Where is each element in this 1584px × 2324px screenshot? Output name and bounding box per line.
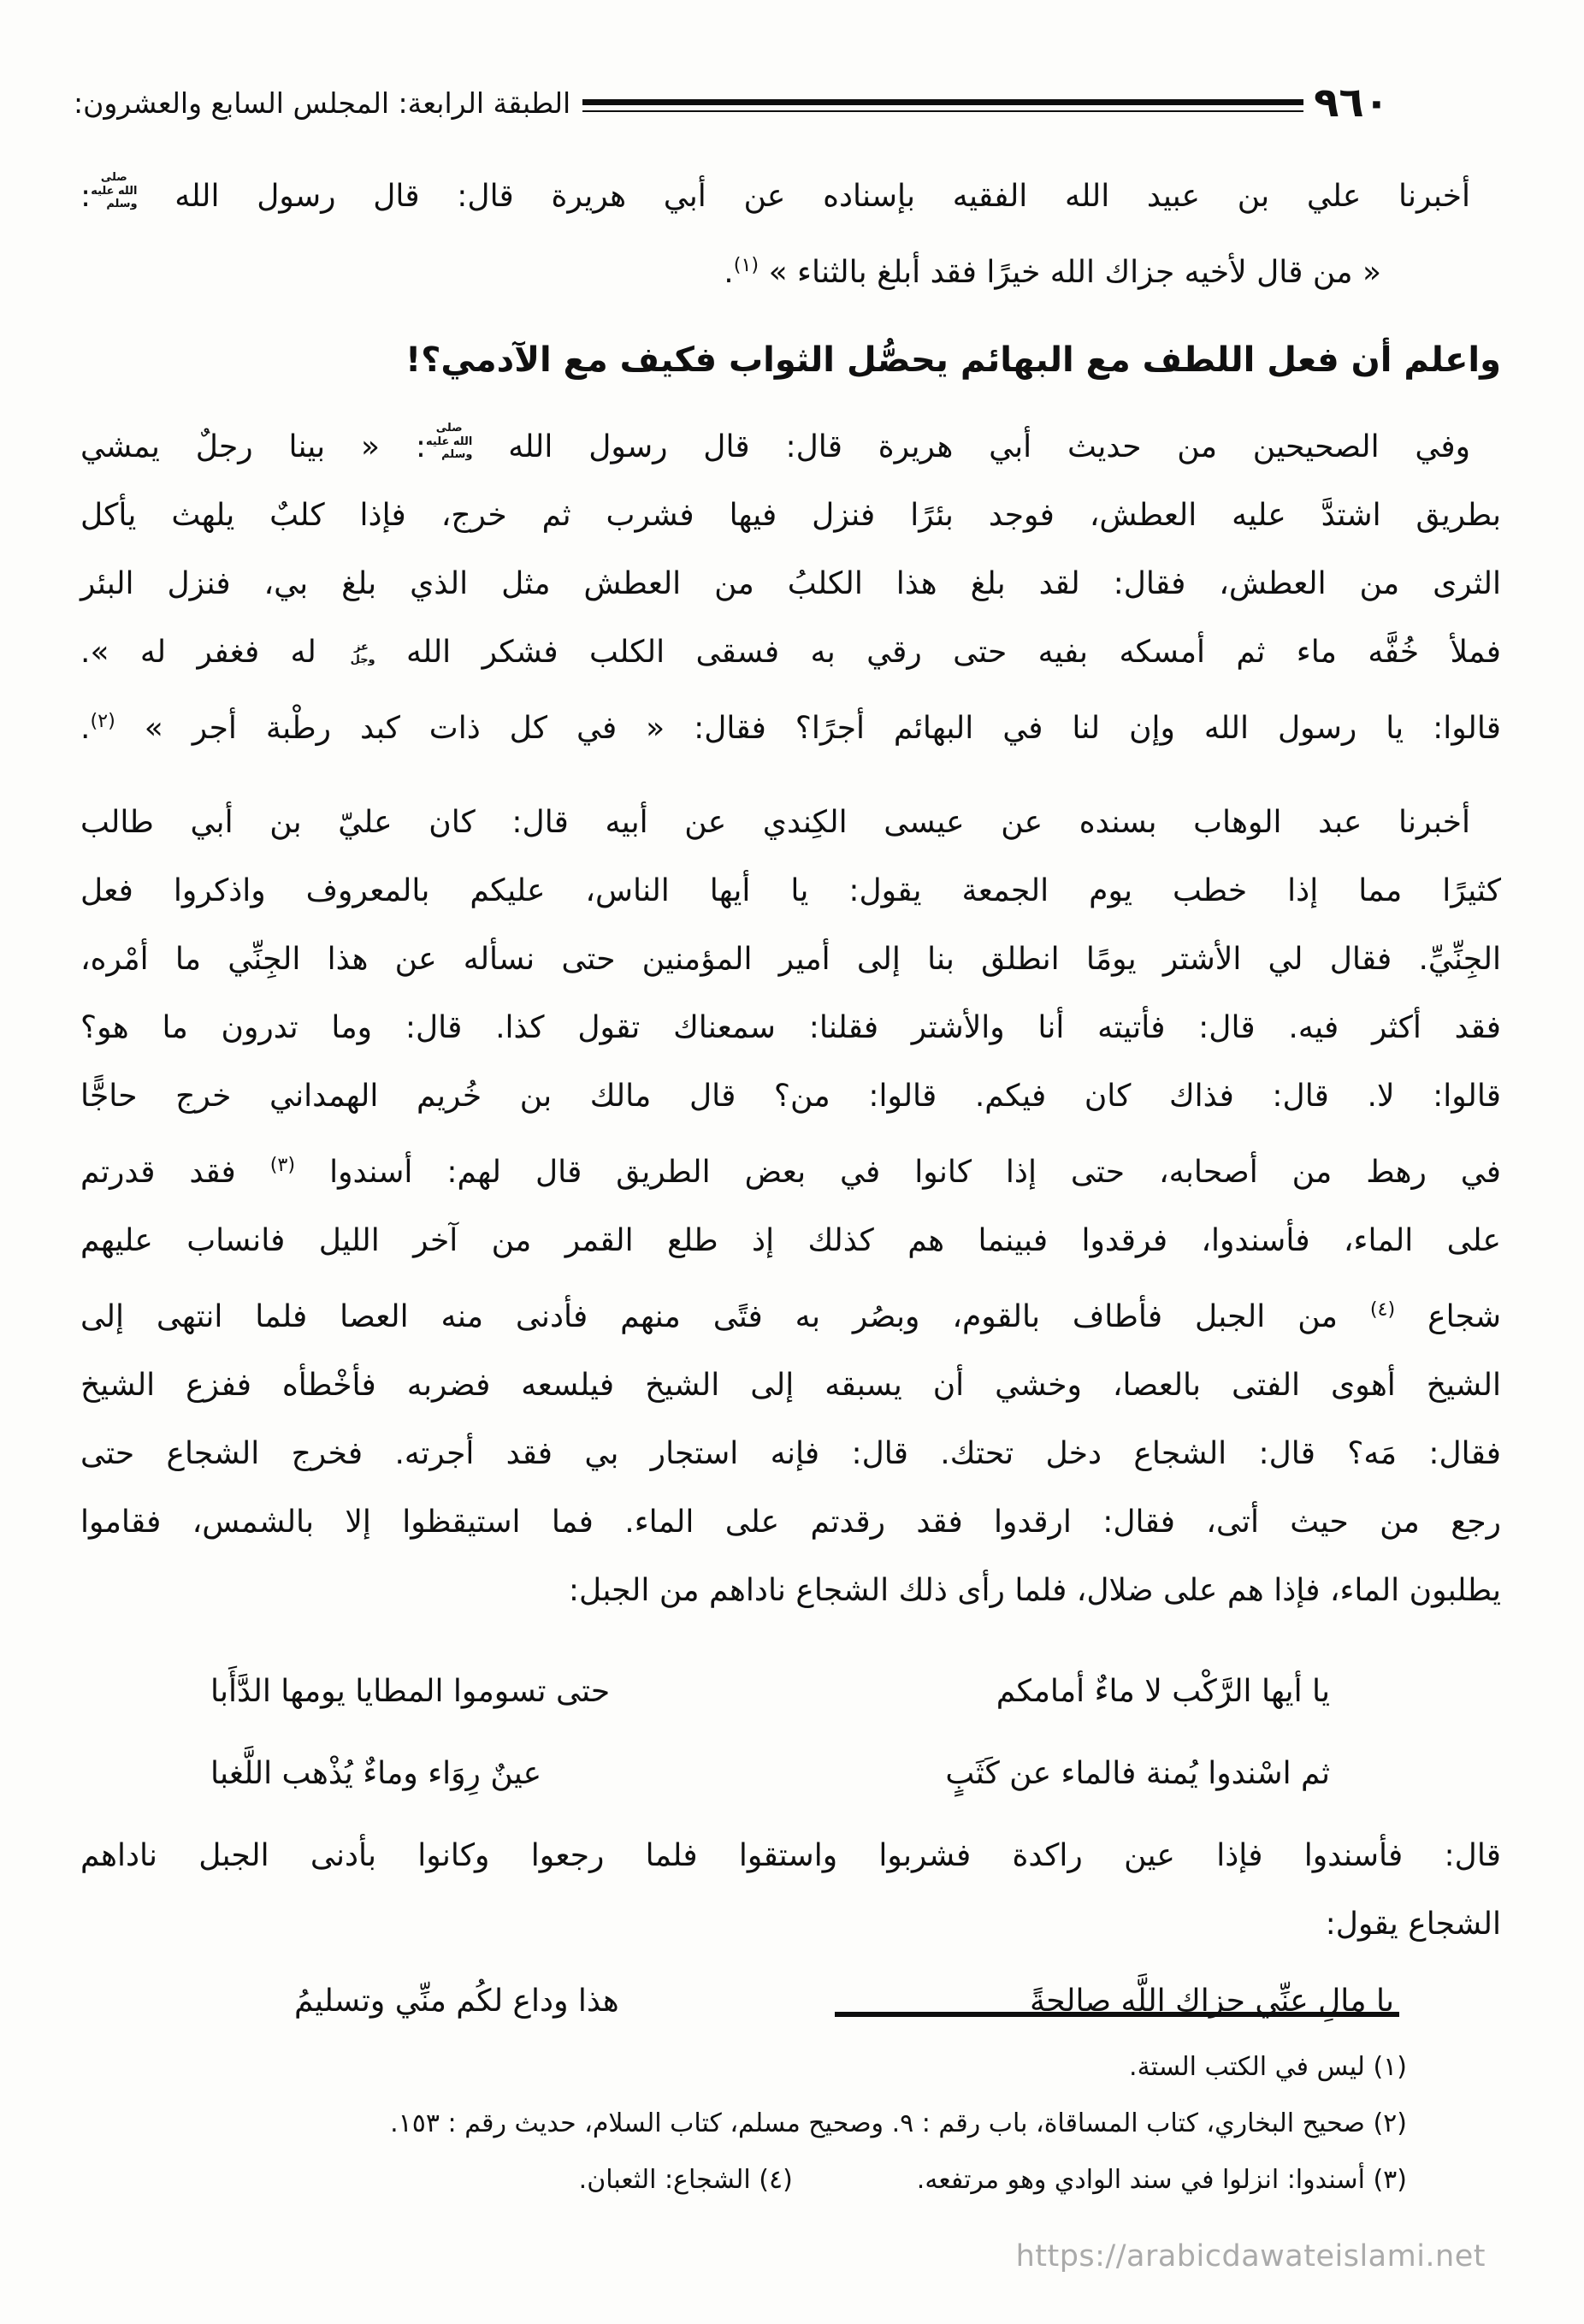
- paragraph-3-line-7: على الماء، فأسندوا، فرقدوا فبينما هم كذلك إذ طلع القمر من آخر الليل فانساب عليهم: [80, 1223, 1501, 1258]
- paragraph-2: [80, 413, 1501, 763]
- verse-hemistich-left: حتى تسوموا المطايا يومها الدَّأَبا: [210, 1674, 611, 1709]
- paragraph-3-line-4: فقد أكثر فيه. قال: فأتيته أنا والأشتر فقلنا: سمعناك تقول كذا. قال: وما تدرون ما هو؟: [80, 1010, 1501, 1045]
- verse-block-1: [80, 1651, 1501, 1815]
- paragraph-3-line-12: يطلبون الماء، فإذا هم على ضلال، فلما رأى ذلك الشجاع ناداهم من الجبل:: [568, 1573, 1501, 1608]
- paragraph-3-line-2: كثيرًا مما إذا خطب يوم الجمعة يقول: يا أيها الناس، عليكم بالمعروف واذكروا فعل: [80, 873, 1501, 908]
- paragraph-2-line-1: [80, 413, 1501, 482]
- footnote-ref-1: (١): [733, 254, 759, 276]
- header-rule-divider: [582, 99, 1303, 112]
- footnote-3: (٣) أسندوا: انزلوا في سند الوادي وهو مرتفعه.: [916, 2165, 1407, 2195]
- text: وفي الصحيحين من حديث أبي هريرة قال: قال رسول الله: [472, 429, 1470, 464]
- verse-hemistich-right: يا مالِ عنِّي جزاك اللَّه صالحةً: [1030, 1984, 1394, 2019]
- verse-row: [210, 1733, 1330, 1815]
- line-end-text: :: [80, 179, 92, 214]
- paragraph-3-line-6: [80, 1131, 1501, 1207]
- isnad-text: أخبرنا علي بن عبيد الله الفقيه بإسناده عن أبي هريرة قال: قال رسول الله: [137, 179, 1470, 214]
- chapter-title: الطبقة الرابعة: المجلس السابع والعشرون:: [74, 86, 571, 120]
- verse-hemistich-right: ثم اسْندوا يُمنة فالماء عن كَثَبٍ: [945, 1756, 1330, 1791]
- paragraph-3-line-11: رجع من حيث أتى، فقال: ارقدوا فقد رقدتم على الماء. فما استيقظوا إلا بالشمس، فقاموا: [80, 1505, 1501, 1540]
- hadith-text: « من قال لأخيه جزاك الله خيرًا فقد أبلغ بالثناء »: [759, 255, 1381, 290]
- paragraph-3-line-10: فقال: مَه؟ قال: الشجاع دخل تحتك. قال: فإنه استجار بي فقد أجرته. فخرج الشجاع حتى: [80, 1436, 1501, 1471]
- section-heading: واعلم أن فعل اللطف مع البهائم يحصُّل الثواب فكيف مع الآدمي؟!: [405, 340, 1501, 380]
- period: .: [80, 711, 91, 746]
- verse-row: [210, 1651, 1330, 1733]
- main-text-block: [80, 163, 1501, 2036]
- text: في رهط من أصحابه، حتى إذا كانوا في بعض الطريق قال لهم: أسندوا: [295, 1155, 1502, 1190]
- period: .: [724, 255, 734, 290]
- hadith-quote-line: [80, 231, 1501, 307]
- text: : « بينا رجلٌ يمشي: [80, 429, 426, 464]
- footnote-divider: [835, 2012, 1399, 2017]
- footnote-ref-4: (٤): [1369, 1298, 1396, 1321]
- text: فقد قدرتم: [80, 1155, 270, 1190]
- honorific-salla-mark: صلى الله عليه وسلم: [426, 422, 473, 462]
- footnotes-block: [96, 2039, 1407, 2209]
- paragraph-2-line-5: [80, 687, 1501, 763]
- text: قالوا: يا رسول الله وإن لنا في البهائم أجرًا؟ فقال: « في كل ذات كبد رطْبة أجر »: [115, 711, 1501, 746]
- verse-row: [294, 1967, 1394, 2036]
- paragraph-4-line-1: قال: فأسندوا فإذا عين راكدة فشربوا واستقوا فلما رجعوا وكانوا بأدنى الجبل ناداهم: [80, 1838, 1501, 1873]
- text: فملأ خُفَّه ماء ثم أمسكه بفيه حتى رقي به فسقى الكلب فشكر الله: [375, 635, 1501, 670]
- paragraph-2-line-4: [80, 618, 1501, 687]
- watermark-url: https://arabicdawateislami.net: [1015, 2239, 1486, 2274]
- footnote-row: [96, 2152, 1407, 2209]
- paragraph-1-line-1: [80, 163, 1501, 231]
- page-number: ٩٦٠: [1314, 79, 1389, 127]
- paragraph-3-line-3: الجِنِّيِّ. فقال لي الأشتر يومًا انطلق بنا إلى أمير المؤمنين حتى نسأله عن هذا الجِنِّي ما أمْره،: [80, 942, 1501, 977]
- paragraph-3-line-5: قالوا: لا. قال: فذاك كان فيكم. قالوا: من؟ قال مالك بن خُريم الهمداني خرج حاجًّا: [80, 1079, 1501, 1114]
- verse-hemistich-left: هذا وداع لكُم منِّي وتسليمُ: [294, 1984, 619, 2019]
- page-header: [74, 79, 1389, 127]
- paragraph-2-line-3: الثرى من العطش، فقال: لقد بلغ هذا الكلبُ من العطش مثل الذي بلغ بي، فنزل البئر: [80, 566, 1501, 601]
- footnote-ref-2: (٢): [90, 710, 115, 732]
- footnote-4: (٤) الشجاع: الثعبان.: [578, 2165, 793, 2195]
- text: من الجبل فأطاف بالقوم، وبصُر به فتًى منهم فأدنى منه العصا فلما انتهى إلى: [80, 1299, 1370, 1334]
- verse-block-2: [80, 1967, 1501, 2036]
- paragraph-3: [80, 789, 1501, 1625]
- paragraph-2-line-2: بطريق اشتدَّ عليه العطش، فوجد بئرًا فنزل فيها فشرب ثم خرج، فإذا كلبٌ يلهث يأكل: [80, 498, 1501, 533]
- honorific-salla-mark: صلى الله عليه وسلم: [91, 171, 138, 211]
- footnote-ref-3: (٣): [269, 1154, 296, 1176]
- text: شجاع: [1395, 1299, 1502, 1334]
- paragraph-3-line-9: الشيخ أهوى الفتى بالعصا، وخشي أن يسبقه إلى الشيخ فيلسعه فضربه فأخْطأه ففزع الشيخ: [80, 1368, 1501, 1403]
- footnote-2: (٢) صحيح البخاري، كتاب المساقاة، باب رقم : ٩. وصحيح مسلم، كتاب السلام، حديث رقم : ١٥٣.: [390, 2108, 1407, 2138]
- footnote-1: (١) ليس في الكتب الستة.: [1129, 2052, 1407, 2082]
- paragraph-3-line-1: أخبرنا عبد الوهاب بسنده عن عيسى الكِندي عن أبيه قال: كان عليّ بن أبي طالب: [80, 805, 1470, 840]
- verse-hemistich-right: يا أيها الرَّكْب لا ماءٌ أمامكم: [996, 1674, 1330, 1709]
- paragraph-4-line-2: الشجاع يقول:: [1325, 1907, 1501, 1942]
- verse-hemistich-left: عينٌ رِوَاء وماءٌ يُذْهب اللَّغبا: [210, 1756, 542, 1791]
- paragraph-4: [80, 1822, 1501, 1959]
- text: له فغفر له ».: [80, 635, 348, 670]
- honorific-azza-wa-jall-mark: عز وجل: [350, 640, 375, 667]
- paragraph-3-line-8: [80, 1275, 1501, 1351]
